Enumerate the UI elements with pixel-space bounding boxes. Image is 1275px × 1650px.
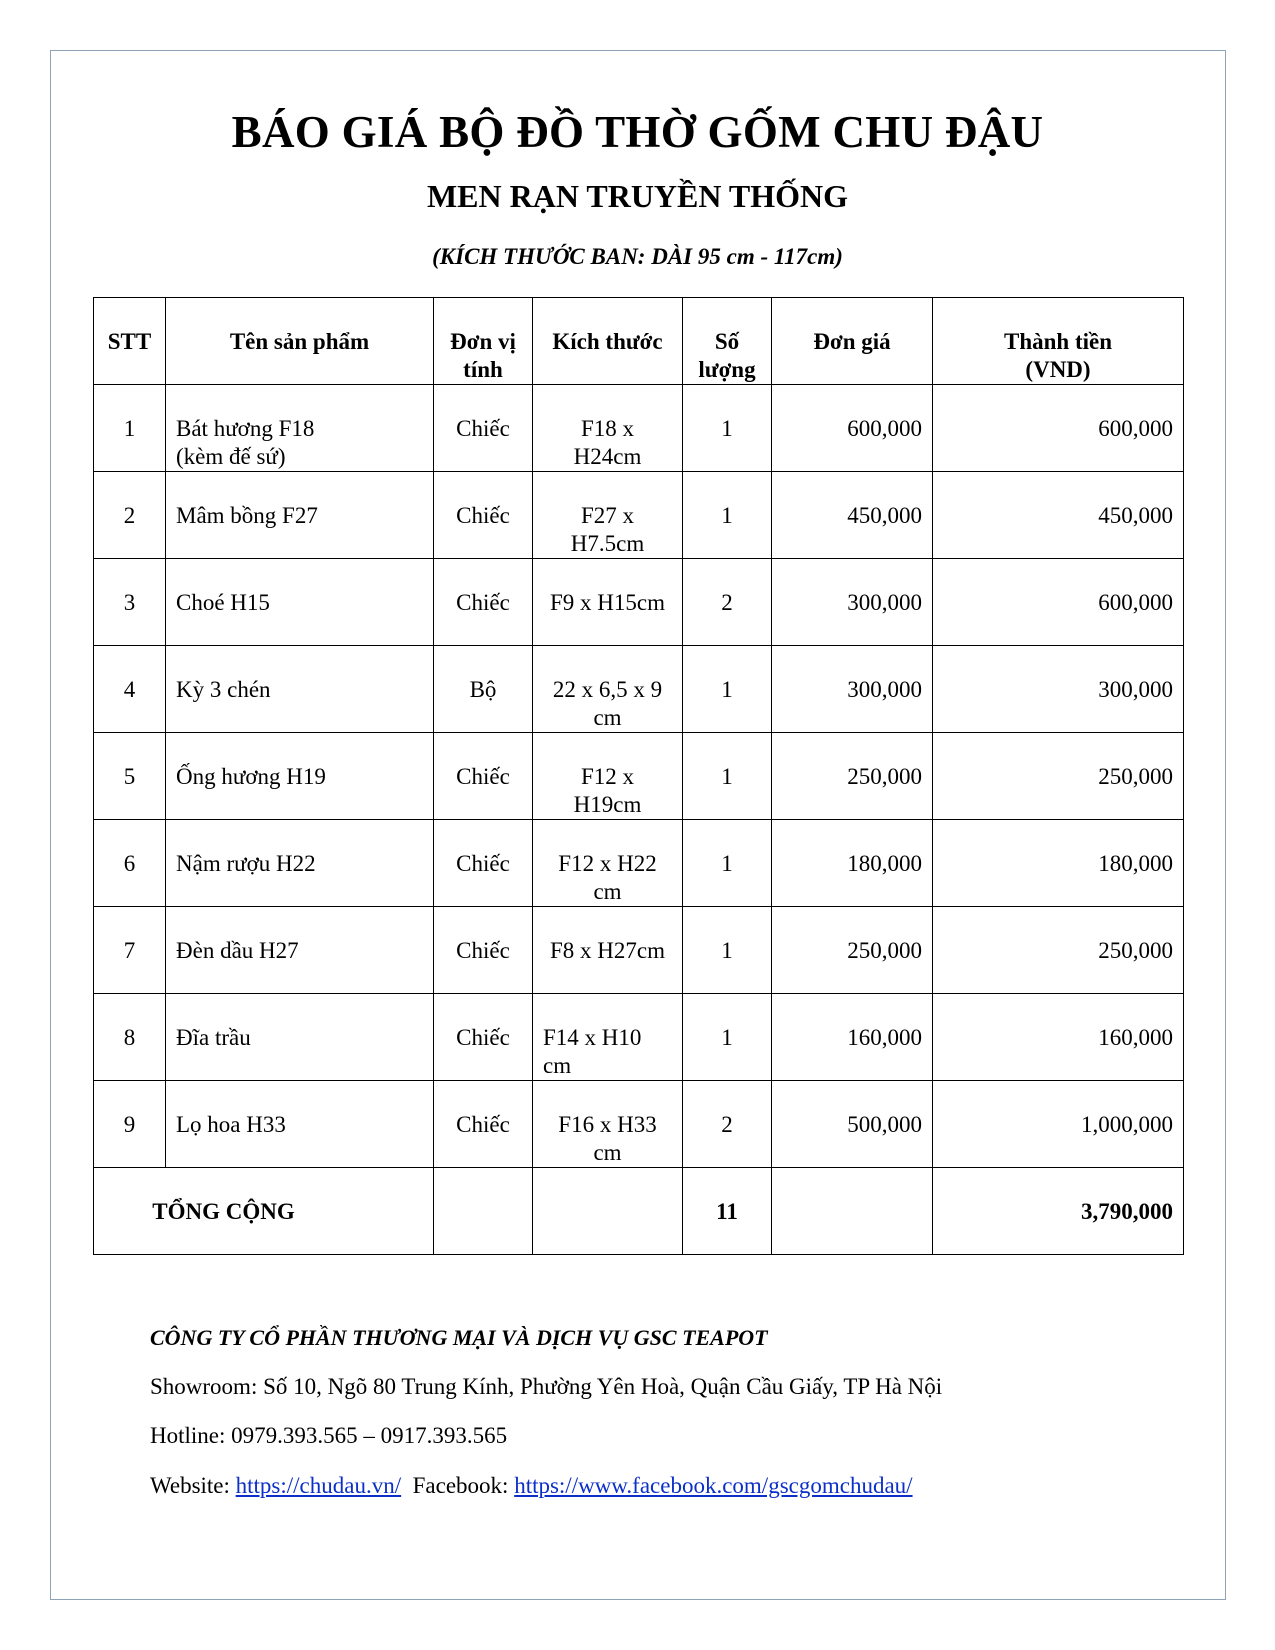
total-price-empty <box>772 1168 933 1255</box>
cell-size-line1: F12 x <box>580 764 635 789</box>
total-unit-empty <box>434 1168 533 1255</box>
header-amount-line1: Thành tiền <box>1003 329 1112 354</box>
table-row <box>94 559 1184 646</box>
cell-price: 250,000 <box>772 907 933 994</box>
document-title: BÁO GIÁ BỘ ĐỒ THỜ GỐM CHU ĐẬU <box>231 107 1044 157</box>
cell-size-line1: F27 x <box>580 503 635 528</box>
table-row <box>94 907 1184 994</box>
cell-unit: Chiếc <box>434 472 533 559</box>
cell-price: 160,000 <box>772 994 933 1081</box>
header-price: Đơn giá <box>772 298 933 385</box>
cell-size <box>533 733 683 820</box>
cell-name-line2: (kèm đế sứ) <box>176 444 286 469</box>
cell-qty: 1 <box>683 472 772 559</box>
cell-amount: 180,000 <box>933 820 1184 907</box>
facebook-link[interactable]: https://www.facebook.com/gscgomchudau/ <box>514 1473 913 1498</box>
cell-price: 500,000 <box>772 1081 933 1168</box>
cell-size: F8 x H27cm <box>533 907 683 994</box>
table-row <box>94 385 1184 472</box>
cell-amount: 250,000 <box>933 907 1184 994</box>
website-link[interactable]: https://chudau.vn/ <box>235 1473 402 1498</box>
header-size: Kích thước <box>533 298 683 385</box>
cell-amount: 250,000 <box>933 733 1184 820</box>
cell-amount: 1,000,000 <box>933 1081 1184 1168</box>
cell-price: 180,000 <box>772 820 933 907</box>
cell-name: Mâm bồng F27 <box>166 472 434 559</box>
cell-size-line1: F16 x H33 <box>558 1112 657 1137</box>
header-qty-line2: lượng <box>698 357 756 382</box>
cell-stt: 6 <box>94 820 166 907</box>
cell-size-line1: F18 x <box>580 416 635 441</box>
cell-price: 250,000 <box>772 733 933 820</box>
company-name: CÔNG TY CỔ PHẦN THƯƠNG MẠI VÀ DỊCH VỤ GSC TEAPOT <box>150 1325 768 1350</box>
cell-qty: 1 <box>683 733 772 820</box>
header-amount <box>933 298 1184 385</box>
hotline: Hotline: 0979.393.565 – 0917.393.565 <box>150 1423 508 1448</box>
contact-links <box>150 1473 913 1499</box>
cell-unit: Chiếc <box>434 1081 533 1168</box>
cell-size-line1: 22 x 6,5 x 9 <box>552 677 663 702</box>
cell-stt: 9 <box>94 1081 166 1168</box>
cell-price: 600,000 <box>772 385 933 472</box>
dimension-note: (KÍCH THƯỚC BAN: DÀI 95 cm - 117cm) <box>432 244 843 269</box>
cell-amount: 600,000 <box>933 385 1184 472</box>
cell-size <box>533 472 683 559</box>
header-amount-line2: (VND) <box>1025 357 1091 382</box>
price-table <box>93 297 1184 1255</box>
cell-price: 300,000 <box>772 646 933 733</box>
table-header-row <box>94 298 1184 385</box>
table-row <box>94 820 1184 907</box>
cell-size-line1: F12 x H22 <box>558 851 657 876</box>
total-label: TỔNG CỘNG <box>94 1168 434 1255</box>
header-unit <box>434 298 533 385</box>
cell-name-line1: Bát hương F18 <box>176 416 315 441</box>
table-row <box>94 1081 1184 1168</box>
cell-name: Choé H15 <box>166 559 434 646</box>
cell-qty: 1 <box>683 994 772 1081</box>
cell-amount: 600,000 <box>933 559 1184 646</box>
header-stt: STT <box>94 298 166 385</box>
table-row <box>94 472 1184 559</box>
facebook-label: Facebook: <box>412 1473 515 1498</box>
cell-name: Đèn dầu H27 <box>166 907 434 994</box>
cell-qty: 2 <box>683 1081 772 1168</box>
cell-amount: 300,000 <box>933 646 1184 733</box>
cell-size-line2: cm <box>593 879 622 904</box>
cell-price: 450,000 <box>772 472 933 559</box>
cell-name: Kỳ 3 chén <box>166 646 434 733</box>
header-unit-line2: tính <box>463 357 503 382</box>
total-size-empty <box>533 1168 683 1255</box>
cell-unit: Chiếc <box>434 733 533 820</box>
cell-stt: 4 <box>94 646 166 733</box>
cell-unit: Chiếc <box>434 994 533 1081</box>
cell-size-line1: F14 x H10 <box>543 1025 642 1050</box>
header-qty-line1: Số <box>714 329 740 354</box>
header-qty <box>683 298 772 385</box>
cell-stt: 3 <box>94 559 166 646</box>
cell-qty: 1 <box>683 385 772 472</box>
cell-size <box>533 1081 683 1168</box>
cell-amount: 160,000 <box>933 994 1184 1081</box>
cell-size <box>533 820 683 907</box>
cell-stt: 2 <box>94 472 166 559</box>
cell-size-line2: cm <box>593 705 622 730</box>
cell-size-line2: H19cm <box>573 792 642 817</box>
cell-unit: Chiếc <box>434 907 533 994</box>
total-qty: 11 <box>683 1168 772 1255</box>
cell-size <box>533 646 683 733</box>
cell-stt: 7 <box>94 907 166 994</box>
header-name: Tên sản phẩm <box>166 298 434 385</box>
document-subtitle: MEN RẠN TRUYỀN THỐNG <box>426 178 849 214</box>
cell-unit: Bộ <box>434 646 533 733</box>
website-label: Website: <box>150 1473 236 1498</box>
cell-name <box>166 385 434 472</box>
cell-unit: Chiếc <box>434 559 533 646</box>
showroom-address: Showroom: Số 10, Ngõ 80 Trung Kính, Phường Yên Hoà, Quận Cầu Giấy, TP Hà Nội <box>150 1374 943 1399</box>
cell-stt: 8 <box>94 994 166 1081</box>
cell-size-line2: H7.5cm <box>570 531 645 556</box>
cell-qty: 1 <box>683 907 772 994</box>
cell-price: 300,000 <box>772 559 933 646</box>
cell-size <box>533 994 683 1081</box>
cell-stt: 5 <box>94 733 166 820</box>
total-amount: 3,790,000 <box>933 1168 1184 1255</box>
header-unit-line1: Đơn vị <box>450 329 516 354</box>
cell-size-line2: cm <box>543 1053 572 1078</box>
cell-unit: Chiếc <box>434 385 533 472</box>
cell-name: Nậm rượu H22 <box>166 820 434 907</box>
cell-amount: 450,000 <box>933 472 1184 559</box>
cell-size <box>533 385 683 472</box>
table-row <box>94 733 1184 820</box>
cell-name: Ống hương H19 <box>166 733 434 820</box>
cell-stt: 1 <box>94 385 166 472</box>
table-row <box>94 646 1184 733</box>
cell-unit: Chiếc <box>434 820 533 907</box>
cell-name: Lọ hoa H33 <box>166 1081 434 1168</box>
total-row <box>94 1168 1184 1255</box>
cell-size: F9 x H15cm <box>533 559 683 646</box>
cell-size-line2: cm <box>593 1140 622 1165</box>
table-row <box>94 994 1184 1081</box>
cell-name: Đĩa trầu <box>166 994 434 1081</box>
cell-qty: 1 <box>683 646 772 733</box>
cell-qty: 1 <box>683 820 772 907</box>
cell-qty: 2 <box>683 559 772 646</box>
cell-size-line2: H24cm <box>573 444 642 469</box>
